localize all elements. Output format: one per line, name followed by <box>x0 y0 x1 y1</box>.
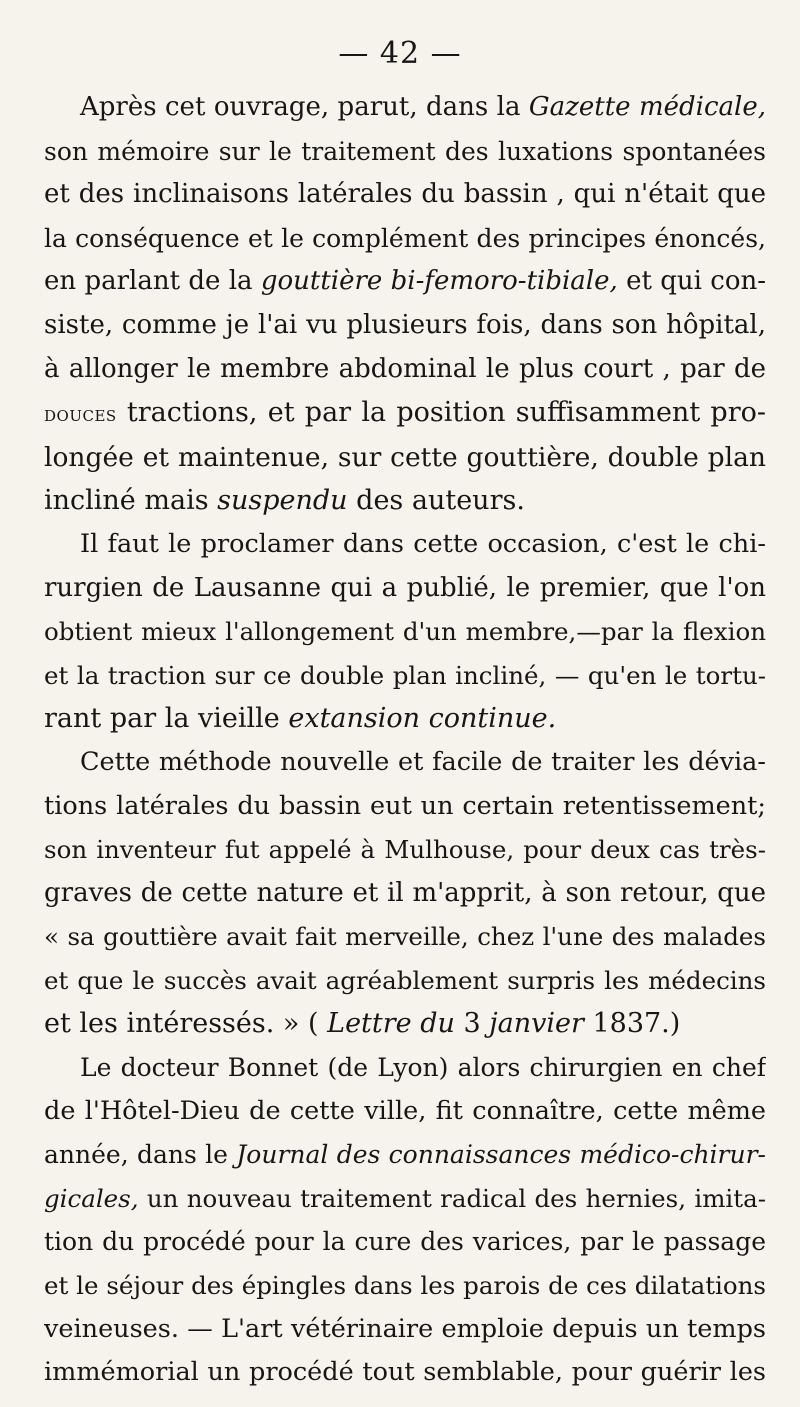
text-line <box>44 1090 766 1134</box>
text-line <box>44 959 766 1003</box>
body-text <box>44 86 766 1395</box>
text-line <box>44 86 766 130</box>
text-line <box>44 1308 766 1352</box>
text-line <box>44 130 766 174</box>
text-line <box>44 610 766 654</box>
text-line <box>44 523 766 567</box>
italic-text: Gazette médicale, <box>528 92 766 122</box>
text-line <box>44 260 766 304</box>
text-line <box>44 1220 766 1264</box>
text-segment: tion du procédé pour la cure des varices, par le passage <box>44 1227 766 1257</box>
text-segment: 3 <box>454 1008 490 1040</box>
text-segment: son mémoire sur le traitement des luxations spontanées <box>44 136 766 166</box>
text-segment: et qui con- <box>617 266 766 297</box>
italic-text: Lettre du <box>327 1008 455 1040</box>
text-segment: obtient mieux l'allongement d'un membre,—par la flexion <box>44 617 766 647</box>
text-line <box>44 1177 766 1221</box>
italic-text: janvier <box>489 1008 584 1040</box>
text-line <box>44 828 766 872</box>
italic-text: suspendu <box>217 485 348 517</box>
text-line <box>44 173 766 217</box>
italic-text: Journal des connaissances médico-chirur- <box>236 1140 766 1170</box>
text-segment: année, dans le <box>44 1140 237 1170</box>
text-line <box>44 697 766 741</box>
italic-text: extansion continue. <box>288 703 557 735</box>
text-line <box>44 479 766 523</box>
text-line <box>44 1351 766 1395</box>
text-segment: la conséquence et le complément des principes énoncés, <box>44 223 766 253</box>
text-segment: 1837.) <box>583 1008 681 1040</box>
text-line <box>44 915 766 959</box>
text-line <box>44 217 766 261</box>
text-segment: Le docteur Bonnet (de Lyon) alors chirurgien en chef <box>80 1053 766 1083</box>
text-line <box>44 567 766 611</box>
text-segment: de l'Hôtel-Dieu de cette ville, fit connaître, cette même <box>44 1095 766 1126</box>
text-segment: tions latérales du bassin eut un certain retentissement; <box>44 790 766 821</box>
text-segment: à allonger le membre abdominal le plus court , par de <box>44 353 766 384</box>
text-line <box>44 1046 766 1090</box>
text-line <box>44 872 766 916</box>
text-segment: « sa gouttière avait fait merveille, chez l'une des malades <box>44 922 766 952</box>
text-line <box>44 741 766 785</box>
text-segment: et les intéressés. » ( <box>44 1008 328 1040</box>
text-segment: un nouveau traitement radical des hernies, imita- <box>138 1183 766 1213</box>
text-segment: et la traction sur ce double plan incliné, — qu'en le tortu- <box>44 660 766 690</box>
text-segment: veineuses. — L'art vétérinaire emploie depuis un temps <box>44 1313 766 1344</box>
text-segment: incliné mais <box>44 485 218 517</box>
text-segment: Après cet ouvrage, parut, dans la <box>80 92 529 122</box>
text-line <box>44 654 766 698</box>
text-segment: graves de cette nature et il m'apprit, à son retour, que <box>44 877 766 908</box>
text-segment: en parlant de la <box>44 266 261 297</box>
text-line <box>44 1002 766 1046</box>
small-caps-text: douces <box>44 401 117 427</box>
text-segment: des auteurs. <box>347 485 525 517</box>
text-line <box>44 436 766 480</box>
text-line <box>44 1133 766 1177</box>
text-line <box>44 1264 766 1308</box>
text-segment: son inventeur fut appelé à Mulhouse, pour deux cas très- <box>44 835 766 865</box>
text-segment: et des inclinaisons latérales du bassin , qui n'était que <box>44 179 766 210</box>
text-segment: longée et maintenue, sur cette gouttière, double plan <box>44 441 766 473</box>
text-segment: tractions, et par la position suffisamment pro- <box>116 397 766 429</box>
text-line <box>44 391 766 436</box>
text-segment: Cette méthode nouvelle et facile de traiter les dévia- <box>80 746 766 777</box>
italic-text: gicales, <box>44 1183 139 1213</box>
text-segment: rurgien de Lausanne qui a publié, le premier, que l'on <box>44 572 766 603</box>
text-line <box>44 304 766 348</box>
text-segment: immémorial un procédé tout semblable, pour guérir les <box>44 1357 766 1388</box>
text-segment: et que le succès avait agréablement surpris les médecins <box>44 965 766 995</box>
text-segment: siste, comme je l'ai vu plusieurs fois, dans son hôpital, <box>44 309 766 340</box>
text-segment: Il faut le proclamer dans cette occasion, c'est le chi- <box>80 528 766 559</box>
text-line <box>44 785 766 829</box>
italic-text: gouttière bi-femoro-tibiale, <box>260 266 618 297</box>
text-segment: et le séjour des épingles dans les parois de ces dilatations <box>44 1271 766 1301</box>
page-number: — 42 — <box>338 36 462 71</box>
text-segment: rant par la vieille <box>44 703 289 735</box>
text-line <box>44 348 766 392</box>
